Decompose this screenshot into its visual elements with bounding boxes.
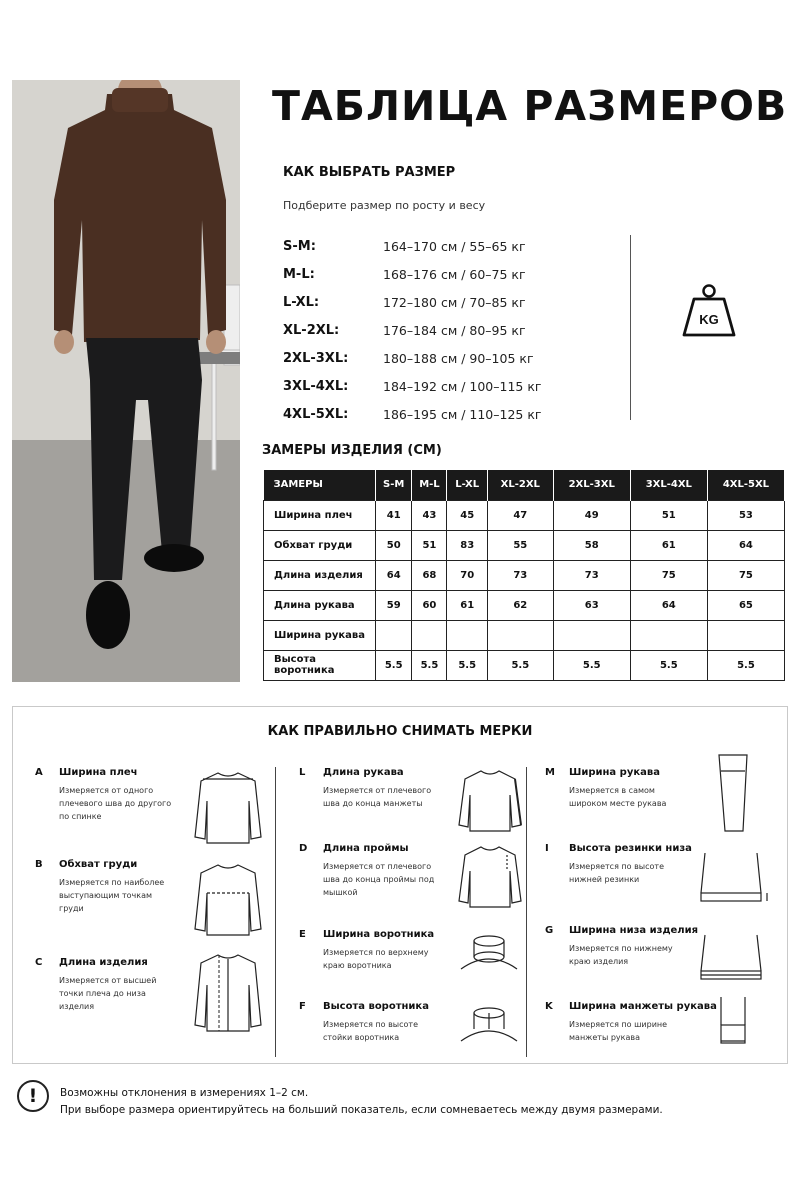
measure-desc: Измеряется от одного плечевого шва до другого по спинке <box>59 786 172 821</box>
measure-desc: Измеряется в самом широком месте рукава <box>569 786 667 808</box>
measure-item-c <box>35 957 285 1037</box>
hem-width-icon <box>691 931 771 991</box>
table-cell: 5.5 <box>630 650 707 680</box>
table-cell: 53 <box>707 500 784 530</box>
weight-icon-label: KG <box>699 312 719 327</box>
size-value: 164–170 см / 55–65 кг <box>383 238 526 254</box>
size-value: 168–176 см / 60–75 кг <box>383 266 526 282</box>
product-photo <box>12 80 240 682</box>
table-cell: 5.5 <box>412 650 447 680</box>
measure-letter: B <box>35 859 43 870</box>
size-label: M-L: <box>283 266 315 282</box>
measure-name: Длина изделия <box>59 957 148 968</box>
hem-height-icon <box>691 849 771 909</box>
collar-height-icon <box>459 1005 519 1045</box>
exclamation-icon: ! <box>17 1080 49 1112</box>
table-cell: 51 <box>412 530 447 560</box>
table-row <box>264 500 785 530</box>
table-cell: 43 <box>412 500 447 530</box>
table-row <box>264 620 785 650</box>
row-label: Высота воротника <box>264 650 376 680</box>
size-value: 176–184 см / 80–95 кг <box>383 322 526 338</box>
table-cell: 64 <box>376 560 412 590</box>
table-cell: 47 <box>487 500 553 530</box>
measure-item-i <box>545 843 795 923</box>
table-cell: 75 <box>707 560 784 590</box>
measure-letter: G <box>545 925 554 936</box>
measure-name: Длина рукава <box>323 767 404 778</box>
size-value: 180–188 см / 90–105 кг <box>383 350 534 366</box>
sleeve-width-icon <box>713 753 753 833</box>
size-guide-row <box>283 372 603 400</box>
column-header: S-M <box>376 470 412 500</box>
size-guide-row <box>283 400 603 428</box>
column-header: 3XL-4XL <box>630 470 707 500</box>
row-label: Ширина плеч <box>264 500 376 530</box>
divider <box>630 235 631 420</box>
table-cell: 5.5 <box>707 650 784 680</box>
measure-desc: Измеряется от высшей точки плеча до низа изделия <box>59 976 157 1011</box>
table-cell <box>376 620 412 650</box>
measure-letter: C <box>35 957 43 968</box>
measure-name: Высота резинки низа <box>569 843 692 854</box>
jacket-length-icon <box>193 949 263 1033</box>
table-cell: 5.5 <box>447 650 487 680</box>
sweater-chest-icon <box>193 859 263 937</box>
table-row <box>264 560 785 590</box>
measure-desc: Измеряется по нижнему краю изделия <box>569 944 673 966</box>
measure-desc: Измеряется от плечевого шва до конца манжеты <box>323 786 432 808</box>
measure-letter: M <box>545 767 555 778</box>
measure-name: Ширина плеч <box>59 767 138 778</box>
size-guide-row <box>283 288 603 316</box>
table-cell: 51 <box>630 500 707 530</box>
size-value: 172–180 см / 70–85 кг <box>383 294 526 310</box>
table-cell <box>487 620 553 650</box>
size-guide-row <box>283 316 603 344</box>
measure-item-f <box>299 1001 549 1081</box>
measure-item-e <box>299 929 549 1009</box>
table-cell: 65 <box>707 590 784 620</box>
column-header: M-L <box>412 470 447 500</box>
measure-item-m <box>545 767 795 847</box>
measure-letter: L <box>299 767 306 778</box>
measure-desc: Измеряется по высоте стойки воротника <box>323 1020 418 1042</box>
measure-letter: D <box>299 843 308 854</box>
table-row <box>264 530 785 560</box>
size-guide-row <box>283 232 603 260</box>
size-value: 184–192 см / 100–115 кг <box>383 378 542 394</box>
measure-item-a <box>35 767 285 847</box>
table-cell: 49 <box>553 500 630 530</box>
measurements-table <box>263 470 785 681</box>
measure-name: Длина проймы <box>323 843 409 854</box>
measure-desc: Измеряется по ширине манжеты рукава <box>569 1020 668 1042</box>
table-header-row <box>264 470 785 500</box>
size-label: S-M: <box>283 238 316 254</box>
column-header: ЗАМЕРЫ <box>264 470 376 500</box>
measure-item-d <box>299 843 549 923</box>
table-cell: 58 <box>553 530 630 560</box>
measure-desc: Измеряется по верхнему краю воротника <box>323 948 429 970</box>
how-to-measure-heading: КАК ПРАВИЛЬНО СНИМАТЬ МЕРКИ <box>267 724 533 739</box>
size-guide-row <box>283 260 603 288</box>
table-cell: 61 <box>630 530 707 560</box>
table-cell: 62 <box>487 590 553 620</box>
table-cell: 63 <box>553 590 630 620</box>
measure-letter: A <box>35 767 43 778</box>
measure-item-b <box>35 859 285 939</box>
table-cell: 73 <box>553 560 630 590</box>
column-header: L-XL <box>447 470 487 500</box>
table-row <box>264 590 785 620</box>
measure-name: Ширина воротника <box>323 929 435 940</box>
weight-kg-icon <box>680 283 738 339</box>
row-label: Длина изделия <box>264 560 376 590</box>
table-cell: 5.5 <box>553 650 630 680</box>
size-guide-list <box>283 232 603 428</box>
table-row <box>264 650 785 680</box>
measure-letter: I <box>545 843 549 854</box>
sweater-armhole-icon <box>457 843 523 909</box>
size-value: 186–195 см / 110–125 кг <box>383 406 542 422</box>
column-header: XL-2XL <box>487 470 553 500</box>
measure-item-l <box>299 767 549 847</box>
page-title: ТАБЛИЦА РАЗМЕРОВ <box>272 82 788 130</box>
sweater-sleeve-icon <box>457 767 523 833</box>
measure-item-k <box>545 1001 795 1081</box>
table-cell: 75 <box>630 560 707 590</box>
choose-size-hint: Подберите размер по росту и весу <box>283 199 486 212</box>
table-cell: 70 <box>447 560 487 590</box>
measure-desc: Измеряется от плечевого шва до конца проймы под мышкой <box>323 862 435 897</box>
table-cell <box>553 620 630 650</box>
table-cell: 5.5 <box>487 650 553 680</box>
measure-name: Ширина низа изделия <box>569 925 699 936</box>
cuff-width-icon <box>713 995 753 1051</box>
footer-line-2: При выборе размера ориентируйтесь на больший показатель, если сомневаетесь между двумя размерами. <box>60 1104 663 1116</box>
table-cell: 50 <box>376 530 412 560</box>
table-cell: 59 <box>376 590 412 620</box>
table-cell: 83 <box>447 530 487 560</box>
sweater-shoulder-icon <box>193 767 263 845</box>
size-label: L-XL: <box>283 294 320 310</box>
column-header: 4XL-5XL <box>707 470 784 500</box>
table-cell: 64 <box>630 590 707 620</box>
how-to-measure-panel <box>12 706 788 1064</box>
table-cell: 61 <box>447 590 487 620</box>
measure-letter: F <box>299 1001 306 1012</box>
size-label: 4XL-5XL: <box>283 406 349 422</box>
table-cell: 73 <box>487 560 553 590</box>
table-cell: 55 <box>487 530 553 560</box>
size-label: 3XL-4XL: <box>283 378 349 394</box>
choose-size-heading: КАК ВЫБРАТЬ РАЗМЕР <box>283 165 456 180</box>
table-cell: 5.5 <box>376 650 412 680</box>
measurements-heading: ЗАМЕРЫ ИЗДЕЛИЯ (СМ) <box>262 443 442 458</box>
footer-note <box>17 1080 787 1120</box>
column-header: 2XL-3XL <box>553 470 630 500</box>
table-cell <box>630 620 707 650</box>
measure-name: Обхват груди <box>59 859 138 870</box>
size-label: XL-2XL: <box>283 322 340 338</box>
measure-letter: K <box>545 1001 553 1012</box>
table-cell: 41 <box>376 500 412 530</box>
size-label: 2XL-3XL: <box>283 350 349 366</box>
measure-letter: E <box>299 929 306 940</box>
table-cell: 68 <box>412 560 447 590</box>
row-label: Длина рукава <box>264 590 376 620</box>
table-cell: 45 <box>447 500 487 530</box>
row-label: Ширина рукава <box>264 620 376 650</box>
table-cell: 64 <box>707 530 784 560</box>
measure-name: Ширина рукава <box>569 767 660 778</box>
measure-desc: Измеряется по наиболее выступающим точкам груди <box>59 878 165 913</box>
footer-line-1: Возможны отклонения в измерениях 1–2 см. <box>60 1087 309 1099</box>
measure-name: Ширина манжеты рукава <box>569 1001 717 1012</box>
size-guide-row <box>283 344 603 372</box>
collar-width-icon <box>459 933 519 973</box>
table-cell <box>447 620 487 650</box>
table-cell <box>412 620 447 650</box>
measure-desc: Измеряется по высоте нижней резинки <box>569 862 664 884</box>
table-cell: 60 <box>412 590 447 620</box>
measure-name: Высота воротника <box>323 1001 429 1012</box>
model-illustration <box>12 80 240 682</box>
table-cell <box>707 620 784 650</box>
row-label: Обхват груди <box>264 530 376 560</box>
measure-item-g <box>545 925 795 1005</box>
